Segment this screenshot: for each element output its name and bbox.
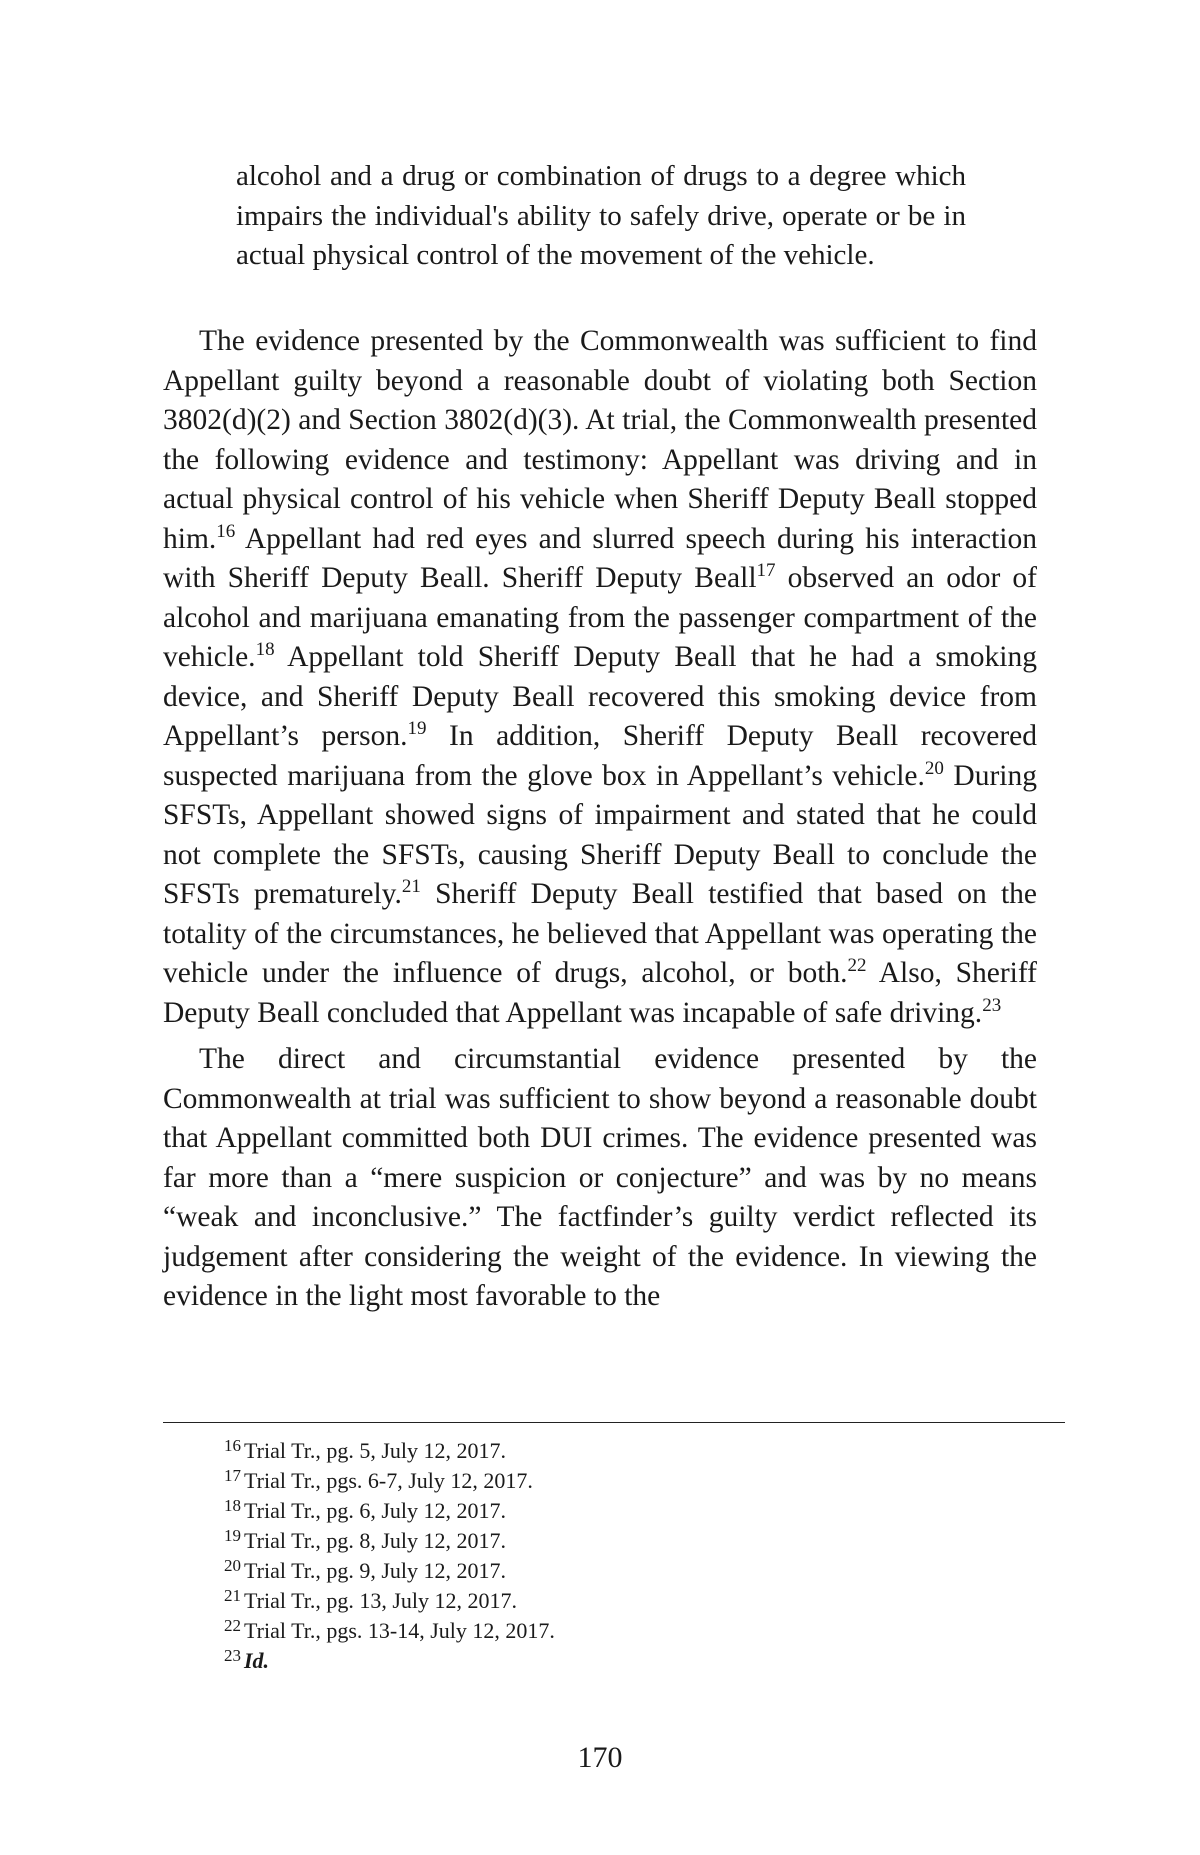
footnote-ref-21[interactable]: 21 — [401, 876, 421, 897]
footnote-ref-20[interactable]: 20 — [924, 757, 944, 779]
footnote-16 — [224, 1436, 1024, 1466]
paragraph-1-sentence: In addition, Sheriff Deputy Beall recovered suspected marijuana from the glove box in Appellant’s vehicle. — [163, 720, 1037, 792]
page-number: 170 — [577, 1741, 623, 1774]
footnote-19 — [224, 1526, 1024, 1556]
block-quote-text: alcohol and a drug or combination of drugs to a degree which impairs the individual's ability to safely drive, operate or be in actual physical control of the movement of the vehicle. — [236, 160, 966, 271]
footnote-number: 21 — [224, 1586, 241, 1605]
footnote-text: Trial Tr., pg. 13, July 12, 2017. — [244, 1588, 518, 1613]
footnote-number: 19 — [224, 1526, 241, 1545]
footnotes — [224, 1436, 1024, 1676]
footnote-divider — [163, 1422, 1065, 1423]
footnote-number: 17 — [224, 1466, 241, 1485]
footnote-text: Trial Tr., pgs. 6-7, July 12, 2017. — [244, 1468, 533, 1493]
footnote-number: 18 — [224, 1496, 241, 1515]
paragraph-evidence — [163, 322, 1037, 1033]
footnote-text: Id. — [244, 1648, 270, 1673]
paragraph-1-sentence: Also, Sheriff Deputy Beall concluded that Appellant was incapable of safe driving. — [163, 957, 1037, 1029]
paragraph-1-sentence: Sheriff Deputy Beall testified that based on the totality of the circumstances, he believed that Appellant was operating the vehicle under the influence of drugs, alcohol, or both. — [163, 878, 1038, 989]
paragraph-1-sentence: observed an odor of alcohol and marijuana emanating from the passenger compartment of the vehicle. — [163, 562, 1038, 673]
footnote-18 — [224, 1496, 1024, 1526]
footnote-number: 22 — [224, 1616, 241, 1635]
footnote-21 — [224, 1586, 1024, 1616]
footnote-ref-16[interactable]: 16 — [216, 520, 236, 542]
footnote-number: 23 — [224, 1646, 241, 1665]
paragraph-1-sentence: Appellant had red eyes and slurred speech during his interaction with Sheriff Deputy Beall. Sheriff Deputy Beall — [163, 522, 1037, 594]
paragraph-1-sentence: During SFSTs, Appellant showed signs of impairment and stated that he could not complete the SFSTs, causing Sheriff Deputy Beall to conclude the SFSTs prematurely. — [163, 759, 1037, 910]
footnote-ref-17[interactable]: 17 — [756, 560, 776, 581]
footnote-ref-22[interactable]: 22 — [847, 955, 867, 976]
paragraph-1-sentence: The evidence presented by the Commonwealth was sufficient to find Appellant guilty beyond a reasonable doubt of violating both Section 3802(d)(2) and Section 3802(d)(3). At trial, the Commonwealth presented the following evidence and testimony: Appellant was driving and in actual physical control of his vehicle when Sheriff Deputy Beall stopped him. — [163, 325, 1037, 555]
footnote-ref-19[interactable]: 19 — [407, 718, 427, 739]
footnote-20 — [224, 1556, 1024, 1586]
body-text — [163, 322, 1037, 1317]
footnote-ref-18[interactable]: 18 — [255, 639, 275, 660]
footnote-23 — [224, 1646, 1024, 1676]
footnote-text: Trial Tr., pgs. 13-14, July 12, 2017. — [244, 1618, 555, 1643]
footnote-text: Trial Tr., pg. 6, July 12, 2017. — [244, 1498, 507, 1523]
paragraph-1-sentence: Appellant told Sheriff Deputy Beall that he had a smoking device, and Sheriff Deputy Beall recovered this smoking device from Appellant’s person. — [163, 641, 1037, 752]
paragraph-conclusion: The direct and circumstantial evidence presented by the Commonwealth at trial was sufficient to show beyond a reasonable doubt that Appellant committed both DUI crimes. The evidence presented was far more than a “mere suspicion or conjecture” and was by no means “weak and inconclusive.” The factfinder’s guilty verdict reflected its judgement after considering the weight of the evidence. In viewing the evidence in the light most favorable to the — [163, 1043, 1037, 1312]
footnote-ref-23[interactable]: 23 — [982, 994, 1002, 1016]
footnote-text: Trial Tr., pg. 8, July 12, 2017. — [244, 1528, 507, 1553]
footnote-22 — [224, 1616, 1024, 1646]
block-quote — [236, 157, 966, 276]
footnote-17 — [224, 1466, 1024, 1496]
footnote-number: 20 — [224, 1556, 241, 1575]
footnote-text: Trial Tr., pg. 9, July 12, 2017. — [244, 1558, 507, 1583]
footnote-text: Trial Tr., pg. 5, July 12, 2017. — [244, 1438, 507, 1463]
footnote-number: 16 — [224, 1436, 241, 1455]
